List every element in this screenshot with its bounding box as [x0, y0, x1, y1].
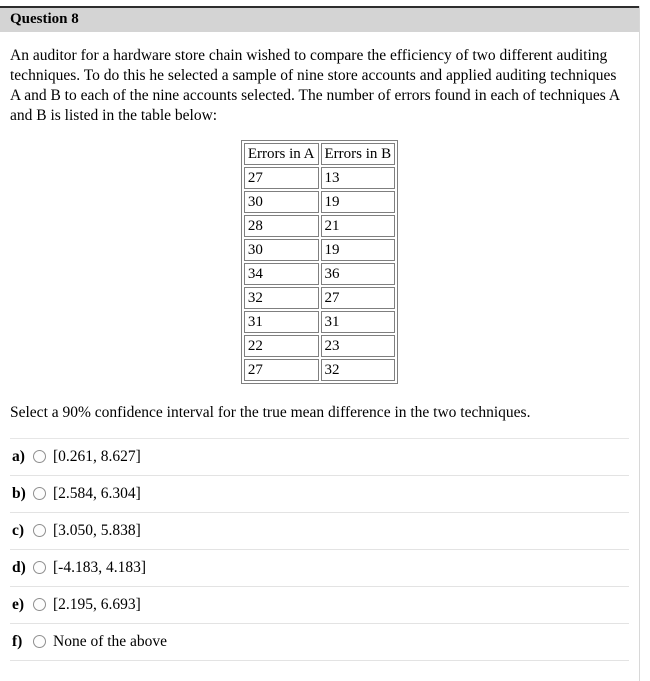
table-row	[244, 191, 395, 213]
option-letter: c)	[12, 521, 25, 539]
option-label[interactable]: [3.050, 5.838]	[53, 521, 141, 539]
option-row-a	[10, 439, 629, 476]
table-cell: 28	[244, 215, 319, 237]
option-radio-button[interactable]	[33, 598, 46, 611]
table-cell: 27	[321, 287, 396, 309]
table-cell: 34	[244, 263, 319, 285]
errors-table-wrapper	[0, 140, 639, 384]
quiz-page	[0, 6, 639, 661]
table-header-row	[244, 143, 395, 165]
table-cell: 22	[244, 335, 319, 357]
table-row	[244, 359, 395, 381]
question-title: Question 8	[10, 11, 79, 27]
table-row	[244, 215, 395, 237]
table-header-cell: Errors in B	[321, 143, 396, 165]
option-letter: a)	[12, 447, 25, 465]
table-row	[244, 287, 395, 309]
question-header-bar	[0, 6, 639, 32]
option-label[interactable]: None of the above	[53, 632, 168, 650]
option-row-b	[10, 476, 629, 513]
question-prompt: An auditor for a hardware store chain wished to compare the efficiency of two different auditing techniques. To do this he selected a sample of nine store accounts and applied auditing techniques A and B to each of the nine accounts selected. The number of errors found in each of techniques A and B is listed in the table below:	[10, 47, 620, 124]
option-label[interactable]: [2.195, 6.693]	[53, 595, 141, 613]
option-row-e	[10, 587, 629, 624]
option-letter: e)	[12, 595, 25, 613]
table-header-cell: Errors in A	[244, 143, 319, 165]
page-right-divider	[639, 6, 640, 681]
table-cell: 27	[244, 167, 319, 189]
option-letter: f)	[12, 632, 23, 650]
table-row	[244, 311, 395, 333]
option-label[interactable]: [2.584, 6.304]	[53, 484, 141, 502]
option-row-f	[10, 624, 629, 661]
table-row	[244, 263, 395, 285]
option-letter: d)	[12, 558, 26, 576]
errors-table	[241, 140, 398, 384]
table-cell: 23	[321, 335, 396, 357]
option-radio-button[interactable]	[33, 450, 46, 463]
option-row-d	[10, 550, 629, 587]
option-label[interactable]: [0.261, 8.627]	[53, 447, 141, 465]
table-cell: 32	[244, 287, 319, 309]
table-cell: 13	[321, 167, 396, 189]
option-radio-button[interactable]	[33, 487, 46, 500]
option-radio-button[interactable]	[33, 635, 46, 648]
table-cell: 19	[321, 191, 396, 213]
table-cell: 27	[244, 359, 319, 381]
table-cell: 21	[321, 215, 396, 237]
table-row	[244, 335, 395, 357]
option-radio-button[interactable]	[33, 524, 46, 537]
option-row-c	[10, 513, 629, 550]
table-cell: 30	[244, 191, 319, 213]
table-cell: 32	[321, 359, 396, 381]
table-cell: 31	[321, 311, 396, 333]
options-list	[10, 438, 629, 661]
table-row	[244, 239, 395, 261]
table-cell: 36	[321, 263, 396, 285]
table-cell: 30	[244, 239, 319, 261]
option-label[interactable]: [-4.183, 4.183]	[53, 558, 146, 576]
select-instruction: Select a 90% confidence interval for the true mean difference in the two techniques.	[10, 403, 531, 421]
table-cell: 31	[244, 311, 319, 333]
table-row	[244, 167, 395, 189]
option-letter: b)	[12, 484, 26, 502]
table-cell: 19	[321, 239, 396, 261]
option-radio-button[interactable]	[33, 561, 46, 574]
